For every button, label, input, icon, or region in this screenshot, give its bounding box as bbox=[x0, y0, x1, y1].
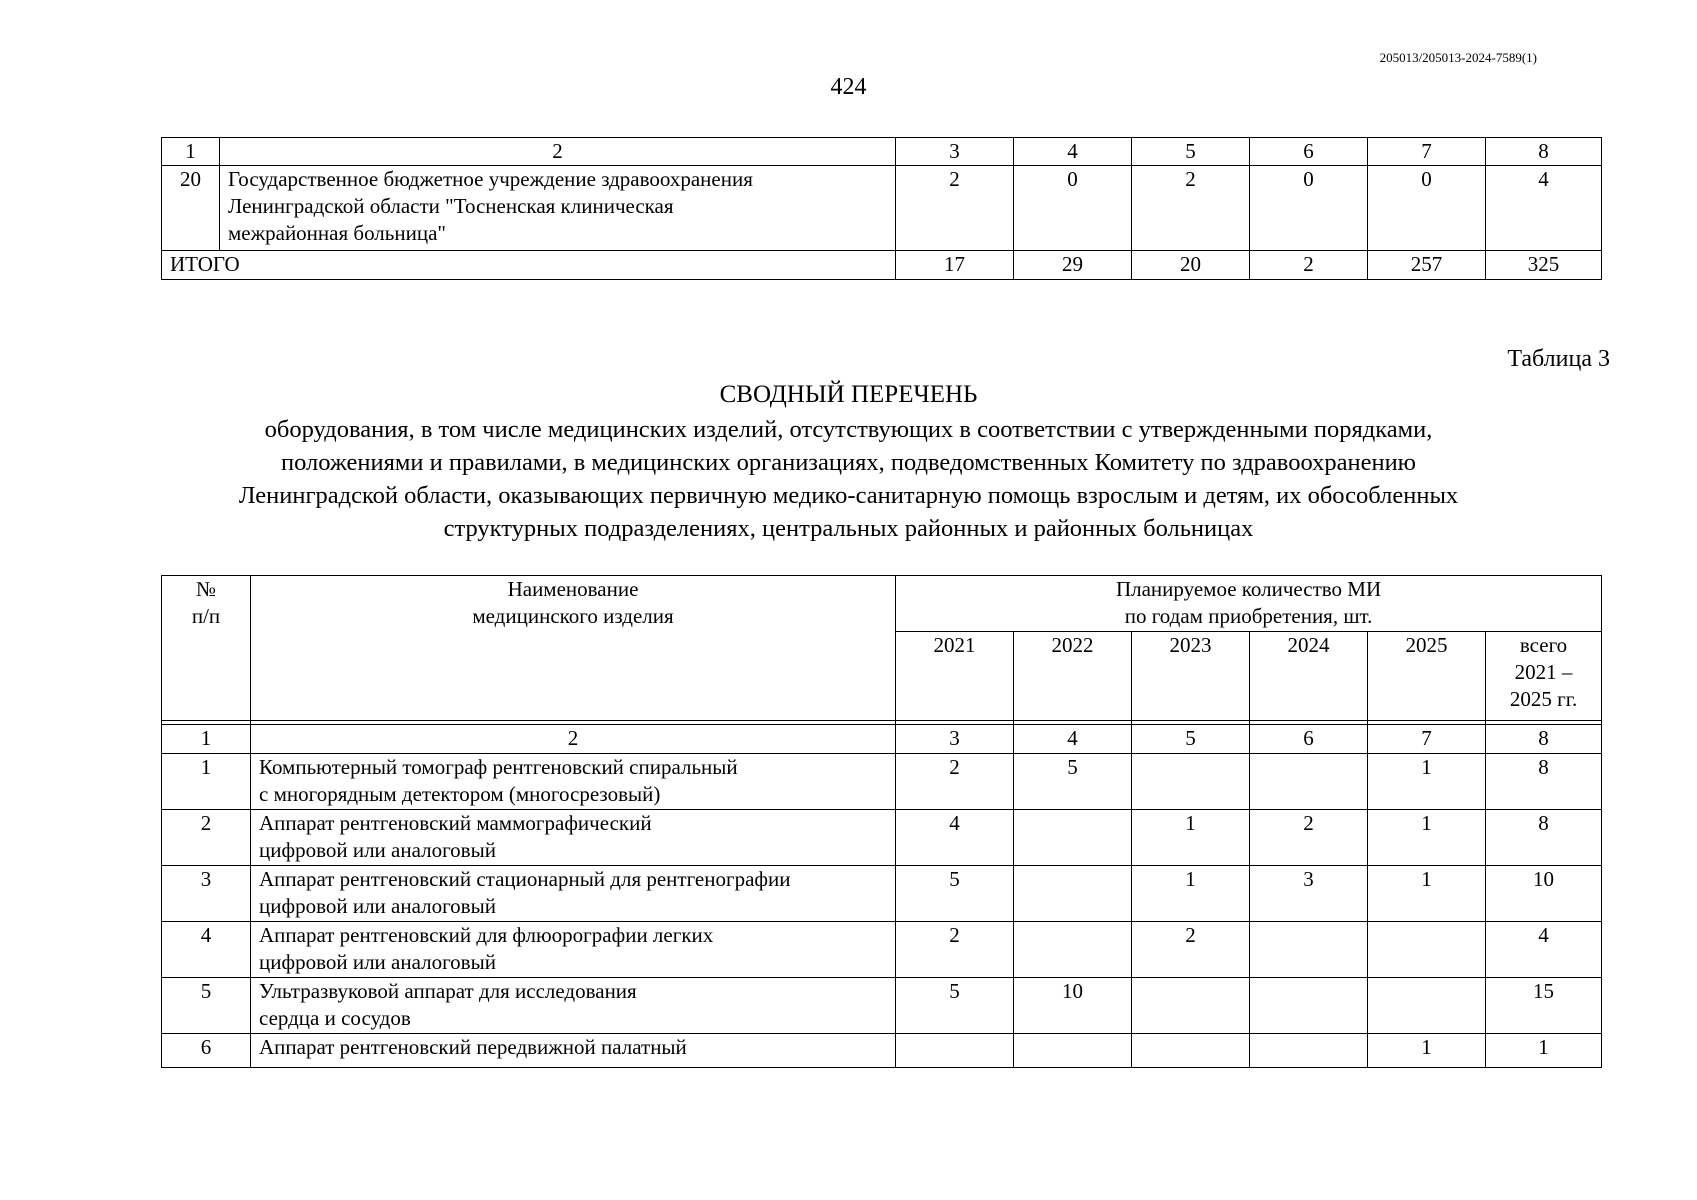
row-number: 3 bbox=[162, 866, 251, 922]
value-cell: 2 bbox=[896, 166, 1014, 251]
value-cell: 1 bbox=[1368, 754, 1486, 810]
col-number: 1 bbox=[162, 725, 251, 754]
value-cell: 1 bbox=[1368, 1034, 1486, 1068]
total-label: ИТОГО bbox=[162, 251, 896, 280]
value-cell: 5 bbox=[896, 866, 1014, 922]
col-number: 6 bbox=[1250, 725, 1368, 754]
table-label: Таблица 3 bbox=[1507, 346, 1610, 372]
row-number: 5 bbox=[162, 978, 251, 1034]
value-cell: 8 bbox=[1486, 810, 1602, 866]
value-cell: 0 bbox=[1250, 166, 1368, 251]
table-row bbox=[162, 754, 1602, 810]
row-number: 2 bbox=[162, 810, 251, 866]
col-number: 4 bbox=[1014, 725, 1132, 754]
col-number: 8 bbox=[1486, 138, 1602, 166]
device-name bbox=[251, 754, 896, 810]
header-row bbox=[162, 576, 1602, 632]
value-cell: 0 bbox=[1014, 166, 1132, 251]
col-number: 6 bbox=[1250, 138, 1368, 166]
header-line: № bbox=[195, 577, 217, 601]
row-number: 20 bbox=[162, 166, 220, 251]
name-line: цифровой или аналоговый bbox=[259, 894, 496, 918]
column-number-row bbox=[162, 725, 1602, 754]
table-row bbox=[162, 166, 1602, 251]
value-cell bbox=[1132, 1034, 1250, 1068]
value-cell bbox=[1368, 922, 1486, 978]
name-line: цифровой или аналоговый bbox=[259, 838, 496, 862]
header-number bbox=[162, 576, 251, 721]
col-number: 5 bbox=[1132, 725, 1250, 754]
header-year: 2021 bbox=[896, 632, 1014, 721]
col-number: 5 bbox=[1132, 138, 1250, 166]
name-line: цифровой или аналоговый bbox=[259, 950, 496, 974]
col-number: 2 bbox=[251, 725, 896, 754]
value-cell: 2 bbox=[1132, 922, 1250, 978]
col-number: 3 bbox=[896, 138, 1014, 166]
value-cell: 0 bbox=[1368, 166, 1486, 251]
value-cell: 1 bbox=[1132, 866, 1250, 922]
header-name bbox=[251, 576, 896, 721]
value-cell: 3 bbox=[1250, 866, 1368, 922]
value-cell bbox=[1250, 1034, 1368, 1068]
name-line: с многорядным детектором (многосрезовый) bbox=[259, 782, 661, 806]
subheading-line: Ленинградской области, оказывающих первичную медико-санитарную помощь взрослым и детям, их обособленных bbox=[238, 482, 1459, 509]
value-cell: 2 bbox=[896, 922, 1014, 978]
header-line: п/п bbox=[191, 604, 221, 628]
col-number: 3 bbox=[896, 725, 1014, 754]
total-value: 29 bbox=[1014, 251, 1132, 280]
header-line: Наименование bbox=[507, 577, 639, 601]
value-cell bbox=[1250, 978, 1368, 1034]
value-cell bbox=[896, 1034, 1014, 1068]
total-value: 20 bbox=[1132, 251, 1250, 280]
name-line: Аппарат рентгеновский для флюорографии легких bbox=[259, 923, 714, 947]
col-number: 7 bbox=[1368, 725, 1486, 754]
value-cell: 1 bbox=[1368, 810, 1486, 866]
page-number: 424 bbox=[830, 74, 867, 100]
name-line: межрайонная больница" bbox=[228, 221, 446, 245]
value-cell bbox=[1132, 754, 1250, 810]
document-heading: СВОДНЫЙ ПЕРЕЧЕНЬ bbox=[719, 381, 978, 408]
value-cell bbox=[1014, 922, 1132, 978]
name-line: Ленинградской области "Тосненская клиническая bbox=[228, 194, 674, 218]
col-number: 8 bbox=[1486, 725, 1602, 754]
device-name bbox=[251, 978, 896, 1034]
header-line: медицинского изделия bbox=[472, 604, 674, 628]
name-line: Государственное бюджетное учреждение здравоохранения bbox=[228, 167, 753, 191]
header-year: 2023 bbox=[1132, 632, 1250, 721]
col-number: 1 bbox=[162, 138, 220, 166]
name-line: Аппарат рентгеновский маммографический bbox=[259, 811, 652, 835]
subheading-line: структурных подразделениях, центральных районных и районных больницах bbox=[443, 515, 1254, 542]
total-value: 325 bbox=[1486, 251, 1602, 280]
table-row bbox=[162, 1034, 1602, 1068]
device-name bbox=[251, 810, 896, 866]
total-value: 2 bbox=[1250, 251, 1368, 280]
value-cell: 5 bbox=[1014, 754, 1132, 810]
value-cell: 1 bbox=[1486, 1034, 1602, 1068]
name-line: Аппарат рентгеновский передвижной палатный bbox=[259, 1035, 687, 1059]
value-cell bbox=[1368, 978, 1486, 1034]
col-number: 7 bbox=[1368, 138, 1486, 166]
header-line: 2021 – bbox=[1514, 660, 1573, 684]
value-cell: 15 bbox=[1486, 978, 1602, 1034]
header-line: по годам приобретения, шт. bbox=[1124, 604, 1373, 628]
value-cell: 4 bbox=[1486, 166, 1602, 251]
value-cell bbox=[1250, 754, 1368, 810]
subheading-line: положениями и правилами, в медицинских организациях, подведомственных Комитету по здравоохранению bbox=[281, 449, 1416, 476]
header-year: 2025 bbox=[1368, 632, 1486, 721]
value-cell: 2 bbox=[1250, 810, 1368, 866]
name-line: сердца и сосудов bbox=[259, 1006, 411, 1030]
equipment-table bbox=[161, 575, 1602, 1068]
total-value: 257 bbox=[1368, 251, 1486, 280]
header-line: всего bbox=[1519, 633, 1568, 657]
value-cell: 1 bbox=[1132, 810, 1250, 866]
value-cell: 4 bbox=[896, 810, 1014, 866]
value-cell: 1 bbox=[1368, 866, 1486, 922]
row-number: 1 bbox=[162, 754, 251, 810]
value-cell: 5 bbox=[896, 978, 1014, 1034]
header-planned-quantity bbox=[896, 576, 1602, 632]
value-cell bbox=[1014, 810, 1132, 866]
name-line: Ультразвуковой аппарат для исследования bbox=[259, 979, 637, 1003]
col-number: 4 bbox=[1014, 138, 1132, 166]
device-name bbox=[251, 866, 896, 922]
document-id: 205013/205013-2024-7589(1) bbox=[1379, 50, 1537, 65]
value-cell: 8 bbox=[1486, 754, 1602, 810]
header-year: 2024 bbox=[1250, 632, 1368, 721]
column-number-row bbox=[162, 138, 1602, 166]
name-line: Аппарат рентгеновский стационарный для рентгенографии bbox=[259, 867, 791, 891]
value-cell bbox=[1014, 1034, 1132, 1068]
device-name bbox=[251, 922, 896, 978]
document-subheading bbox=[150, 413, 1547, 545]
header-total bbox=[1486, 632, 1602, 721]
row-number: 4 bbox=[162, 922, 251, 978]
value-cell bbox=[1132, 978, 1250, 1034]
value-cell: 10 bbox=[1014, 978, 1132, 1034]
value-cell: 2 bbox=[1132, 166, 1250, 251]
organization-name bbox=[220, 166, 896, 251]
value-cell: 10 bbox=[1486, 866, 1602, 922]
table-row bbox=[162, 810, 1602, 866]
continuation-table bbox=[161, 137, 1602, 280]
name-line: Компьютерный томограф рентгеновский спиральный bbox=[259, 755, 738, 779]
table-row bbox=[162, 866, 1602, 922]
col-number: 2 bbox=[220, 138, 896, 166]
value-cell: 2 bbox=[896, 754, 1014, 810]
header-year: 2022 bbox=[1014, 632, 1132, 721]
value-cell: 4 bbox=[1486, 922, 1602, 978]
device-name bbox=[251, 1034, 896, 1068]
table-row bbox=[162, 978, 1602, 1034]
row-number: 6 bbox=[162, 1034, 251, 1068]
table-row bbox=[162, 922, 1602, 978]
value-cell bbox=[1250, 922, 1368, 978]
total-value: 17 bbox=[896, 251, 1014, 280]
header-line: 2025 гг. bbox=[1509, 687, 1578, 711]
value-cell bbox=[1014, 866, 1132, 922]
header-line: Планируемое количество МИ bbox=[1115, 577, 1382, 601]
subheading-line: оборудования, в том числе медицинских изделий, отсутствующих в соответствии с утвержденными порядками, bbox=[264, 416, 1433, 443]
total-row bbox=[162, 251, 1602, 280]
